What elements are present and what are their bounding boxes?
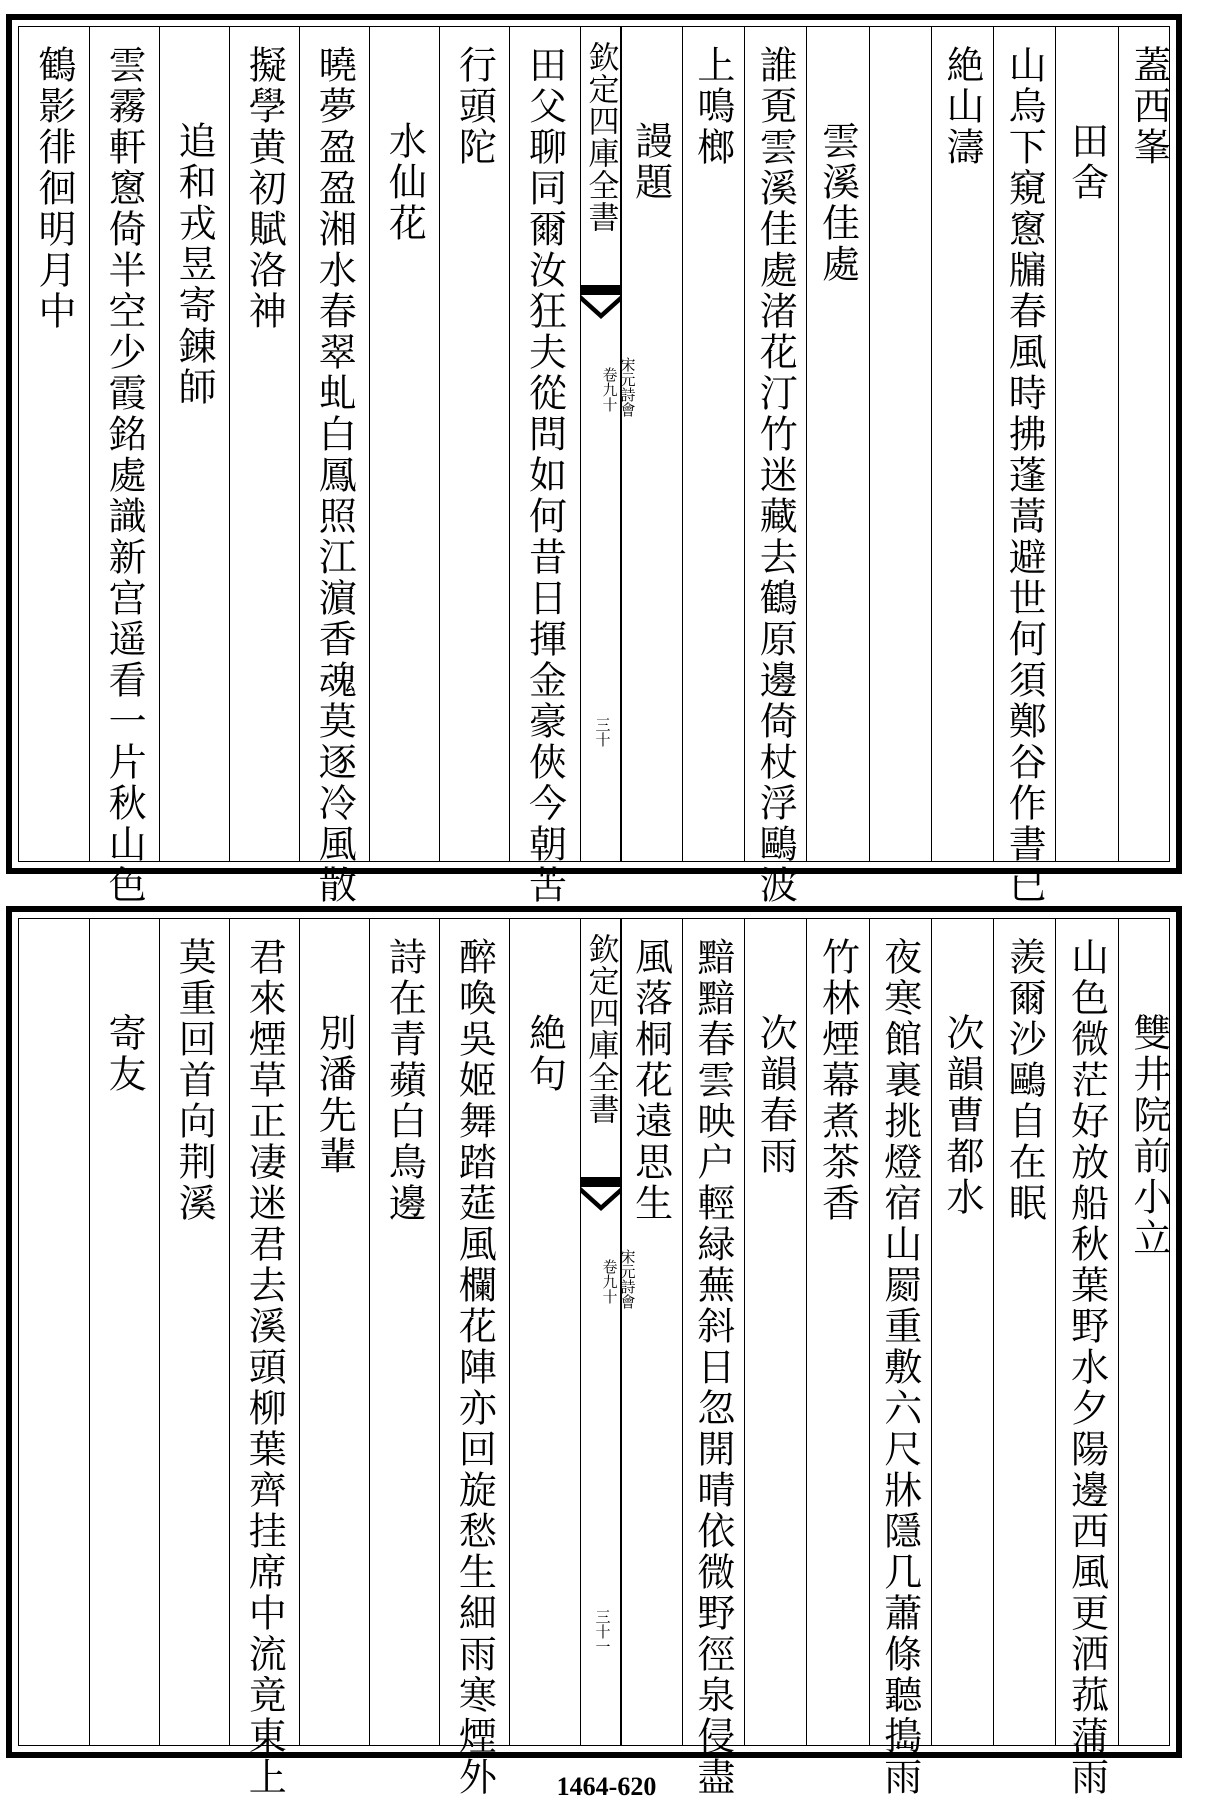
top-text-column: 誰覔雲溪佳處渚花汀竹迷藏去鶴原邊倚杖浮鷗波	[753, 45, 798, 906]
top-center-title: 欽定四庫全書	[582, 41, 619, 233]
bottom-center-folio-number: 三十一	[593, 1609, 612, 1654]
bottom-text-column: 雙井院前小立	[1126, 1013, 1171, 1259]
bottom-text-column: 次韻春雨	[753, 1013, 798, 1177]
top-text-column: 山烏下窺窻牖春風時拂蓬蒿避世何須鄭谷作書已	[1002, 45, 1047, 906]
top-column-rule	[620, 27, 621, 861]
top-column-rule	[439, 27, 440, 861]
top-column-rule	[993, 27, 994, 861]
top-column-rule	[931, 27, 932, 861]
top-text-column: 行頭陀	[452, 45, 497, 168]
top-column-rule	[159, 27, 160, 861]
bottom-text-column: 寄友	[102, 1013, 147, 1095]
top-text-column: 雲霧軒窻倚半空少霞銘處識新宫遥看一片秋山色	[102, 45, 147, 906]
top-column-rule	[229, 27, 230, 861]
bottom-text-column: 羨爾沙鷗自在眠	[1002, 937, 1047, 1224]
bottom-text-column: 醉喚吳姬舞踏莚風欄花陣亦回旋愁生細雨寒煙外	[452, 937, 497, 1798]
top-text-column: 擬學黄初賦洛神	[242, 45, 287, 332]
top-column-rule	[1118, 27, 1119, 861]
top-text-column: 謾題	[628, 121, 673, 203]
top-text-column: 水仙花	[382, 121, 427, 244]
bottom-column-rule	[806, 919, 807, 1745]
bottom-column-rule	[993, 919, 994, 1745]
top-column-rule	[1055, 27, 1056, 861]
bottom-center-volume: 卷九十	[600, 1259, 619, 1304]
top-text-column: 田父聊同爾汝狂夫從問如何昔日揮金豪俠今朝苦	[522, 45, 567, 906]
top-text-column	[874, 45, 926, 847]
bottom-text-column	[28, 937, 80, 1731]
top-text-column: 鶴影徘徊明月中	[32, 45, 77, 332]
bottom-text-column: 黯黯春雲映户輕緑蕪斜日忽開晴依微野徑泉侵盡	[690, 937, 735, 1798]
bottom-text-column: 詩在青蘋白鳥邊	[382, 937, 427, 1224]
top-center-strip	[580, 27, 637, 861]
bottom-column-rule	[229, 919, 230, 1745]
bottom-center-strip	[580, 919, 637, 1745]
bottom-text-column: 莫重回首向荆溪	[172, 937, 217, 1224]
page-footer-number: 1464-620	[556, 1772, 657, 1801]
bottom-column-rule	[159, 919, 160, 1745]
top-text-column: 曉夢盈盈湘水春翠虬白鳳照江濵香魂莫逐冷風散	[312, 45, 357, 906]
bottom-text-column: 次韻曹都水	[940, 1013, 985, 1218]
top-column-rule	[369, 27, 370, 861]
bottom-text-column: 君來煙草正凄迷君去溪頭柳葉齊挂席中流竟東上	[242, 937, 287, 1798]
top-column-rule	[744, 27, 745, 861]
bottom-column-rule	[682, 919, 683, 1745]
top-fishtail-ornament-icon	[581, 285, 621, 329]
top-column-rule	[299, 27, 300, 861]
top-center-book-title: 宋元詩會	[618, 357, 637, 417]
top-center-volume: 卷九十	[600, 367, 619, 412]
bottom-text-column: 夜寒館裏挑燈宿山罽重敷六尺牀隱几蕭條聽搗雨	[877, 937, 922, 1798]
bottom-column-rule	[620, 919, 621, 1745]
top-text-column: 追和戎昱寄錬師	[172, 121, 217, 408]
bottom-text-column: 山色微茫好放船秋葉野水夕陽邊西風更洒菰蒲雨	[1064, 937, 1109, 1798]
top-column-rule	[806, 27, 807, 861]
bottom-text-column: 別潘先輩	[312, 1013, 357, 1177]
top-column-rule	[89, 27, 90, 861]
top-column-rule	[869, 27, 870, 861]
bottom-column-rule	[509, 919, 510, 1745]
top-folio-frame	[18, 26, 1171, 906]
bottom-text-column: 絶句	[522, 1013, 567, 1095]
bottom-fishtail-ornament-icon	[581, 1177, 621, 1221]
bottom-column-rule	[1055, 919, 1056, 1745]
top-text-column: 蓋西峯	[1126, 45, 1171, 168]
bottom-column-rule	[931, 919, 932, 1745]
bottom-column-rule	[299, 919, 300, 1745]
bottom-center-title: 欽定四庫全書	[582, 933, 619, 1125]
top-center-folio-number: 三十	[593, 717, 612, 747]
top-text-column: 田舍	[1064, 121, 1109, 203]
bottom-column-rule	[744, 919, 745, 1745]
bottom-column-rule	[869, 919, 870, 1745]
bottom-column-rule	[89, 919, 90, 1745]
top-text-column: 雲溪佳處	[815, 121, 860, 285]
top-column-rule	[682, 27, 683, 861]
bottom-text-column: 風落桐花遠思生	[628, 937, 673, 1224]
top-text-column: 上鳴榔	[690, 45, 735, 168]
bottom-column-rule	[439, 919, 440, 1745]
top-folio	[6, 14, 1182, 906]
bottom-column-rule	[369, 919, 370, 1745]
top-column-rule	[509, 27, 510, 861]
bottom-text-column: 竹林煙幕煮茶香	[815, 937, 860, 1224]
top-text-column: 絶山濤	[940, 45, 985, 168]
bottom-center-book-title: 宋元詩會	[618, 1249, 637, 1309]
bottom-column-rule	[1118, 919, 1119, 1745]
